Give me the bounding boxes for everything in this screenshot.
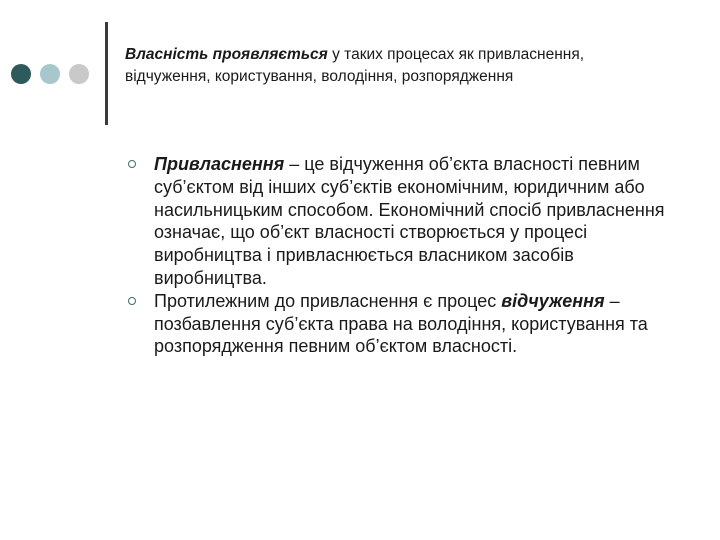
list-item (143, 153, 683, 290)
decor-dot-gray (69, 64, 89, 84)
slide-title (125, 44, 645, 88)
title-emphasis: Власність проявляється (125, 46, 328, 63)
item-emphasis: відчуження (501, 290, 605, 311)
decor-dot-dark (11, 64, 31, 84)
title-divider (105, 22, 108, 125)
bullet-icon (128, 160, 136, 168)
bullet-icon (128, 297, 136, 305)
item-text: – позбавлення суб’єкта права на володіння, користування та розпорядження певним об’єктом власності. (154, 290, 648, 357)
slide-content (143, 153, 683, 358)
title-text: у таких процесах як привласнення, відчуження, користування, володіння, розпорядження (125, 46, 585, 85)
item-text: – це відчуження об’єкта власності певним суб’єктом від інших суб’єктів економічним, юридичним або насильницьким способом. Економічний спосіб привласнення означає, що об’єкт власності створюється у процесі виробництва і привласнюється власником засобів виробництва. (154, 154, 665, 288)
list-item (143, 290, 683, 358)
decor-dot-teal (40, 64, 60, 84)
item-lead: Протилежним до привласнення є процес (154, 290, 502, 311)
item-emphasis: Привласнення (154, 154, 285, 174)
